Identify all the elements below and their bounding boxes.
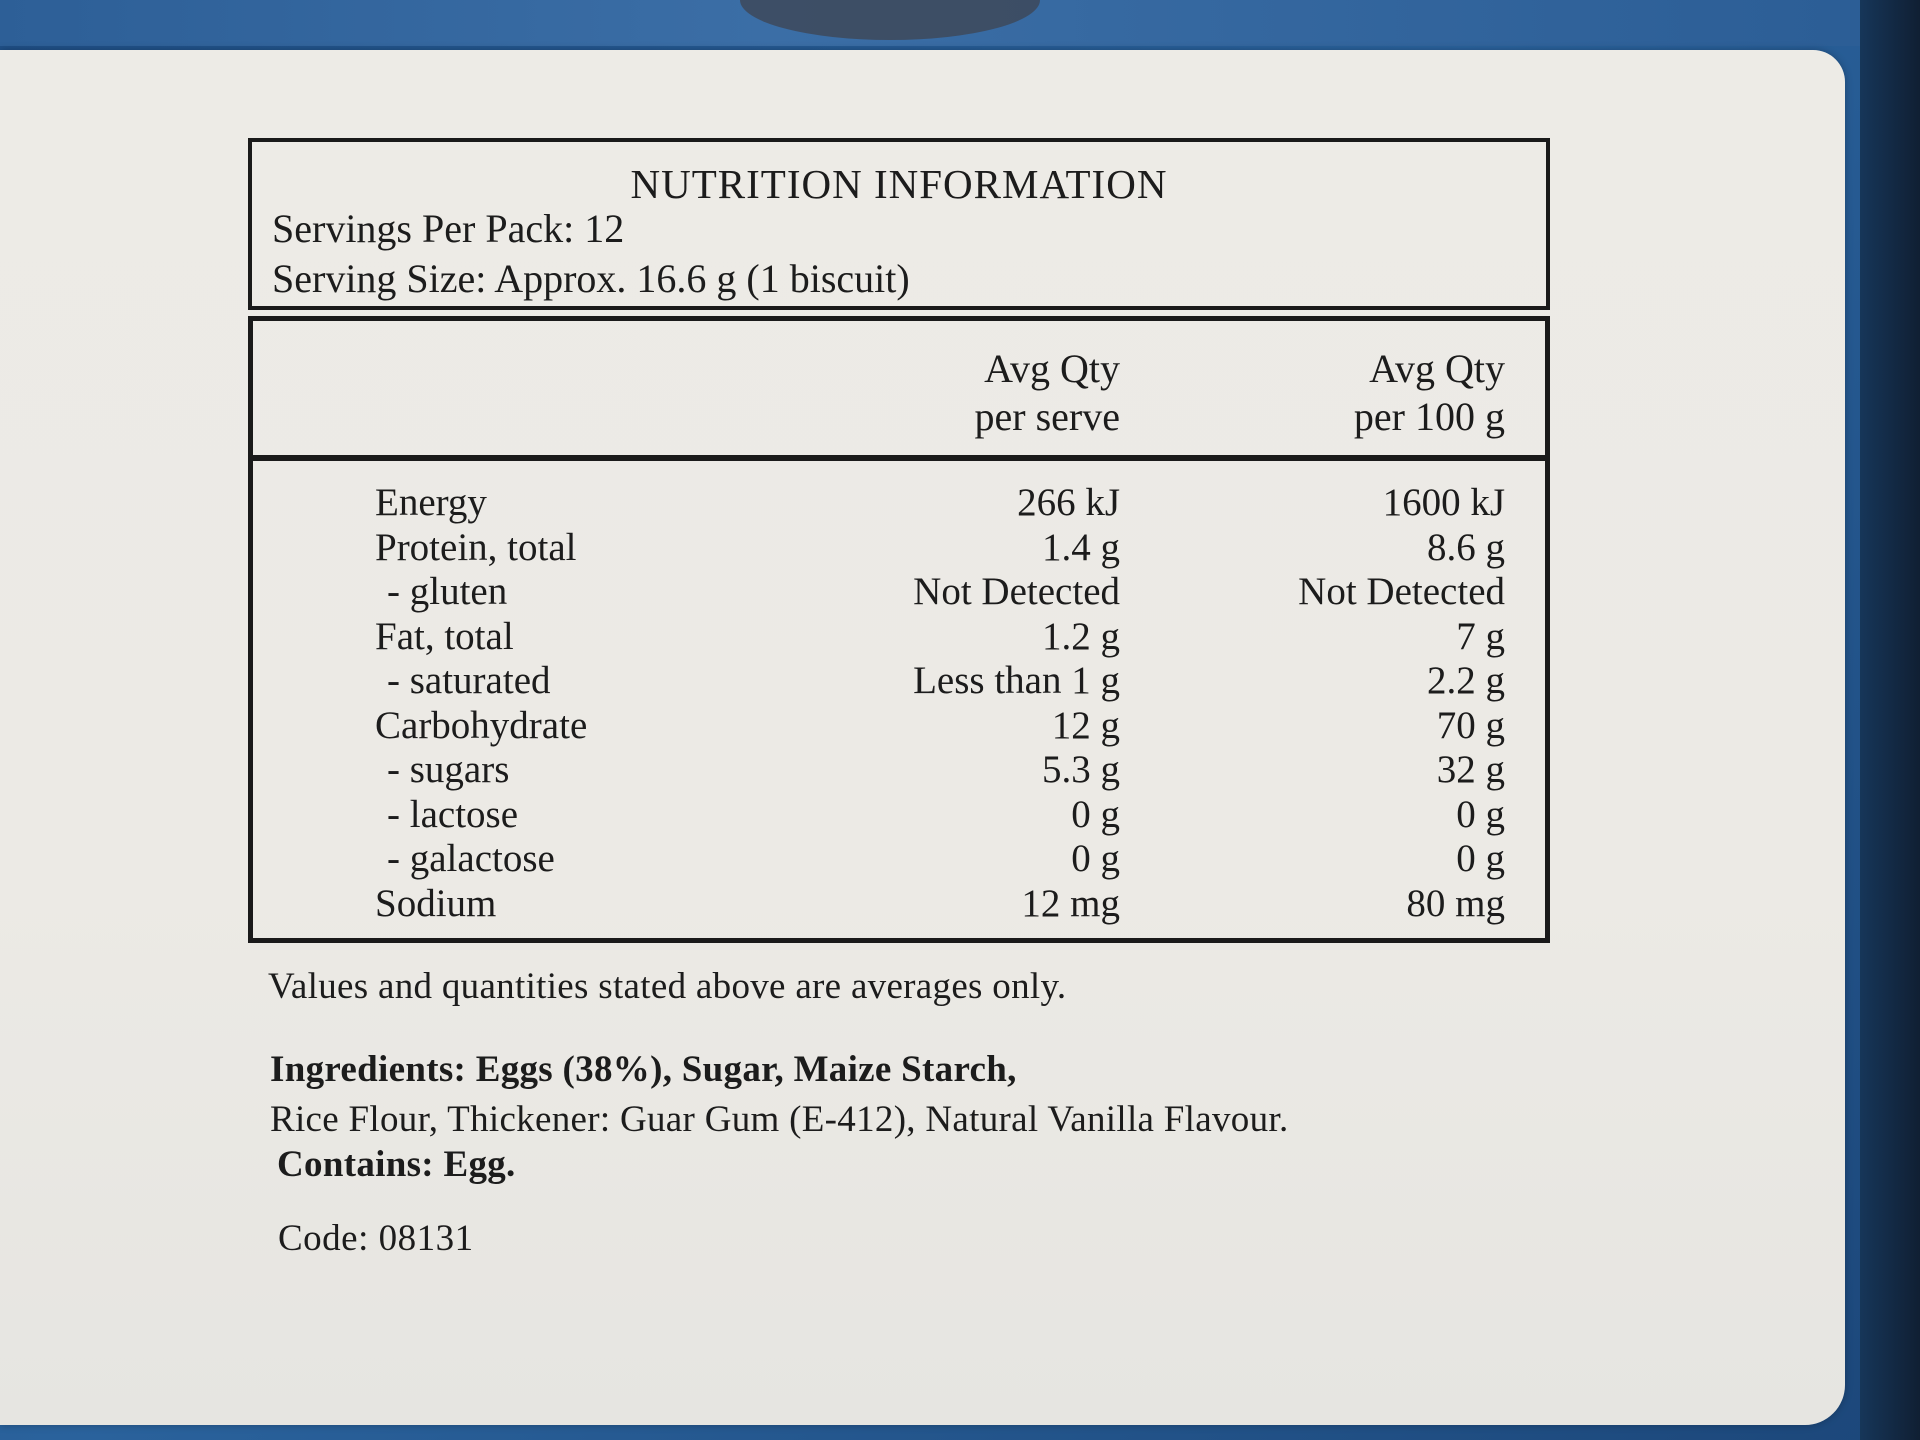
column-header-line: Avg Qty <box>984 346 1120 391</box>
nutrient-name: - saturated <box>387 659 551 702</box>
allergen-statement <box>277 1143 516 1186</box>
table-row <box>253 481 1545 526</box>
contains-value: Egg. <box>443 1144 516 1185</box>
value-per-100g: 7 g <box>1456 614 1505 658</box>
value-per-serve: 1.4 g <box>1042 525 1120 569</box>
column-header-per-serve <box>975 345 1120 441</box>
column-header-line: Avg Qty <box>1369 346 1505 391</box>
table-row <box>253 837 1545 882</box>
package-background-right <box>1860 0 1920 1440</box>
table-row <box>253 615 1545 660</box>
nutrient-name: Fat, total <box>375 614 514 658</box>
nutrient-name: - lactose <box>387 792 519 836</box>
table-row <box>253 659 1545 704</box>
value-per-serve: Not Detected <box>913 570 1120 613</box>
value-per-100g: 32 g <box>1436 748 1505 791</box>
nutrient-name: - sugars <box>387 748 510 791</box>
value-per-serve: 5.3 g <box>1042 748 1120 791</box>
averages-note: Values and quantities stated above are averages only. <box>268 966 1067 1007</box>
table-row <box>253 570 1545 615</box>
nutrition-header-box <box>248 138 1550 310</box>
nutrient-name: Sodium <box>375 881 497 925</box>
table-row <box>253 704 1545 749</box>
contains-label: Contains: <box>277 1144 434 1185</box>
serving-info <box>272 204 910 304</box>
column-header-line: per serve <box>974 394 1120 439</box>
value-per-100g: 70 g <box>1436 703 1505 747</box>
value-per-serve: 0 g <box>1071 837 1120 880</box>
value-per-100g: 80 mg <box>1406 881 1505 925</box>
value-per-100g: 8.6 g <box>1427 525 1505 569</box>
ingredients-label: Ingredients: <box>270 1049 467 1090</box>
header-divider <box>253 455 1545 461</box>
value-per-serve: 12 g <box>1051 703 1120 747</box>
table-row <box>253 748 1545 793</box>
nutrient-name: Energy <box>375 481 487 524</box>
product-code: Code: 08131 <box>278 1218 474 1259</box>
value-per-100g: 0 g <box>1456 792 1505 836</box>
column-header-per-100g <box>1354 345 1505 441</box>
servings-per-pack: Servings Per Pack: 12 <box>272 206 625 251</box>
table-row <box>253 526 1545 571</box>
table-row <box>253 882 1545 927</box>
nutrient-name: Protein, total <box>375 525 577 569</box>
nutrient-rows <box>253 481 1545 926</box>
serving-size: Serving Size: Approx. 16.6 g (1 biscuit) <box>272 256 910 301</box>
value-per-serve: 266 kJ <box>1017 481 1120 524</box>
ingredients-block <box>270 1045 1289 1145</box>
value-per-serve: Less than 1 g <box>913 659 1120 702</box>
ingredients-text-first: Eggs (38%), Sugar, Maize Starch, <box>475 1049 1017 1090</box>
nutrient-name: Carbohydrate <box>375 703 588 747</box>
column-header-line: per 100 g <box>1353 394 1505 439</box>
nutrient-name: - gluten <box>387 570 508 613</box>
value-per-100g: 2.2 g <box>1427 659 1505 702</box>
nutrition-panel <box>248 138 1556 943</box>
value-per-serve: 0 g <box>1071 792 1120 836</box>
nutrition-table <box>248 316 1550 943</box>
value-per-100g: Not Detected <box>1298 570 1505 613</box>
value-per-100g: 0 g <box>1456 837 1505 880</box>
ingredients-line <box>270 1045 1289 1095</box>
nutrition-title: NUTRITION INFORMATION <box>630 161 1168 207</box>
nutrient-name: - galactose <box>387 837 555 880</box>
value-per-100g: 1600 kJ <box>1382 481 1505 524</box>
table-row <box>253 793 1545 838</box>
value-per-serve: 12 mg <box>1021 881 1120 925</box>
ingredients-line: Rice Flour, Thickener: Guar Gum (E-412), Natural Vanilla Flavour. <box>270 1099 1289 1140</box>
value-per-serve: 1.2 g <box>1042 614 1120 658</box>
